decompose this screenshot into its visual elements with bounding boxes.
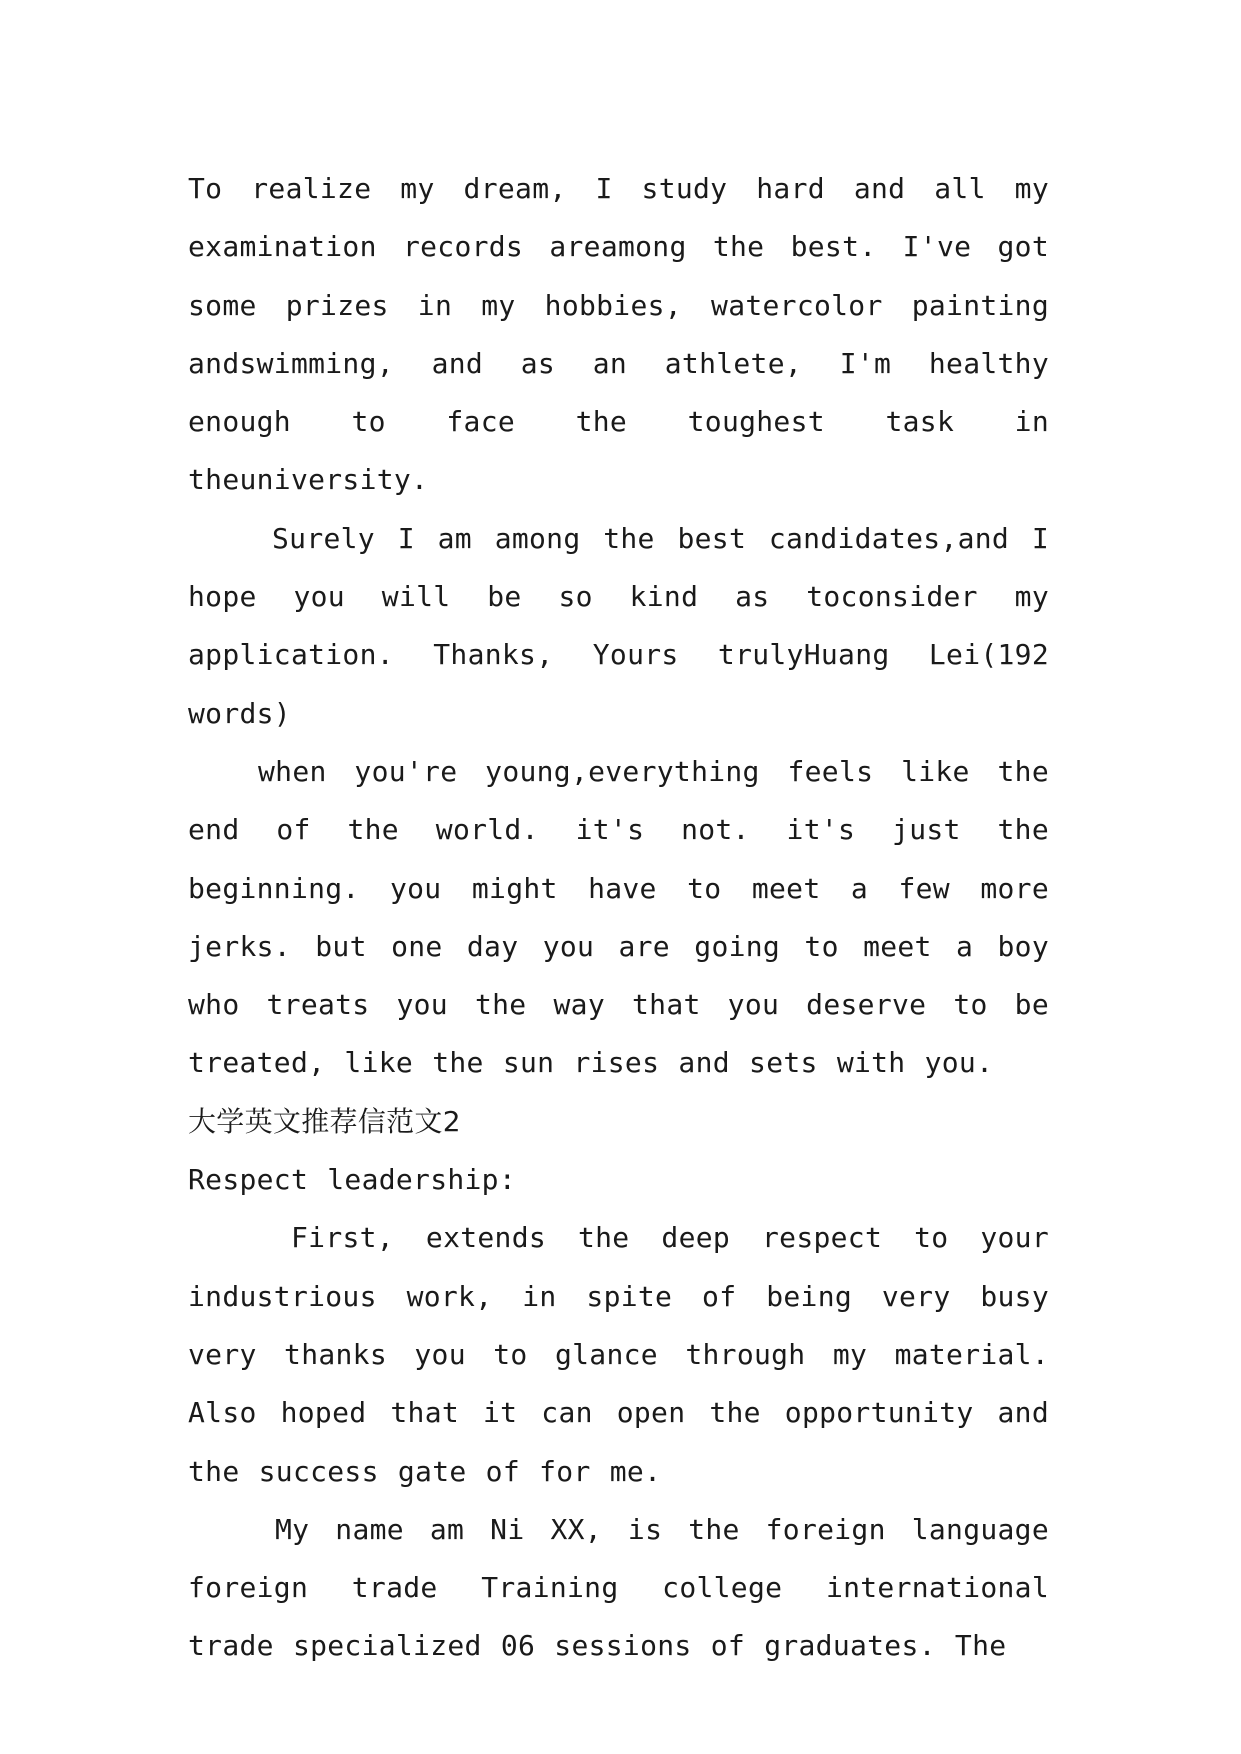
- document-page: [188, 160, 1049, 1676]
- paragraph-young: when you're young,everything feels like the end of the world. it's not. it's just the beginning. you might have to meet a few more jerks. but one day you are going to meet a boy who treats you the way that you deserve to be treated, like the sun rises and sets with you.: [188, 754, 1049, 1080]
- paragraph-dream: To realize my dream, I study hard and all my examination records areamong the best. I've got some prizes in my hobbies, watercolor painting andswimming, and as an athlete, I'm healthy enough to face the toughest task in theuniversity.: [188, 172, 1049, 497]
- salutation: Respect leadership:: [188, 1163, 516, 1197]
- paragraph-candidate: Surely I am among the best candidates,and I hope you will be so kind as toconsider my application. Thanks, Yours trulyHuang Lei(192 words): [188, 521, 1049, 730]
- paragraph-respect: First, extends the deep respect to your industrious work, in spite of being very busy very thanks you to glance through my material. Also hoped that it can open the opportunity and the success gate of for me.: [188, 1221, 1049, 1488]
- section-heading: 大学英文推荐信范文2: [188, 1104, 461, 1138]
- paragraph-introduction: My name am Ni XX, is the foreign language foreign trade Training college international trade specialized 06 sessions of graduates. The: [188, 1512, 1049, 1663]
